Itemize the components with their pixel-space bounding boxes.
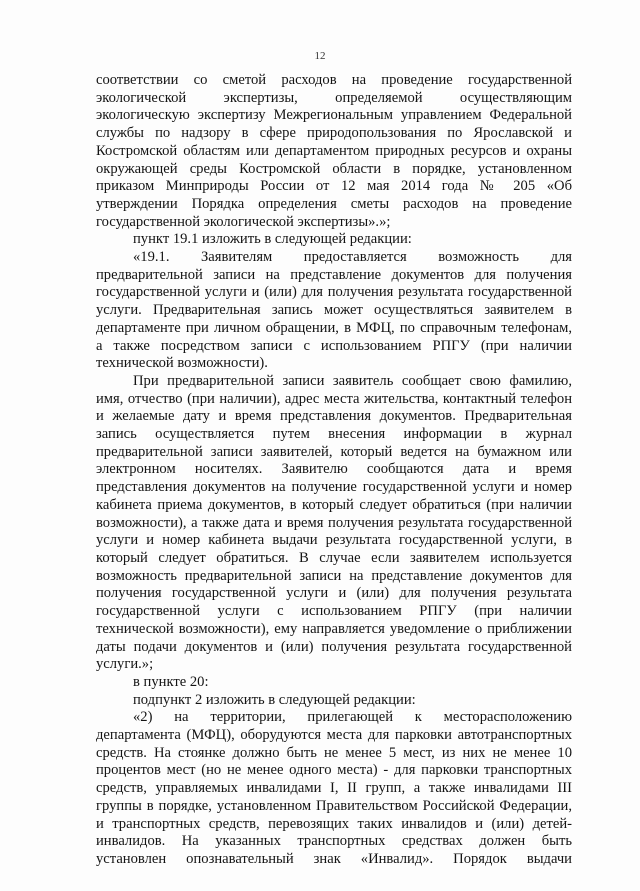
text-line: департамента (МФЦ), оборудуются места для парковки автотранспортных xyxy=(96,727,572,744)
text-line: услуги и номер кабинета выдачи результата государственной услуги, в xyxy=(96,532,572,549)
text-line: приказом Минприроды России от 12 мая 2014 года № 205 «Об xyxy=(96,178,572,195)
text-line: технической возможности). xyxy=(96,355,268,372)
text-line: и желаемые дату и время представления документов. Предварительная xyxy=(96,408,572,425)
document-body xyxy=(96,72,572,869)
page-number: 12 xyxy=(314,50,326,62)
text-line: средств, управляемых инвалидами I, II групп, а также инвалидами III xyxy=(96,780,572,797)
text-line: запись осуществляется путем внесения информации в журнал xyxy=(96,426,572,443)
text-line: имя, отчество (при наличии), адрес места жительства, контактный телефон xyxy=(96,390,572,407)
text-line: а также посредством записи с использованием РПГУ (при наличии xyxy=(96,337,572,354)
text-line: При предварительной записи заявитель сообщает свою фамилию, xyxy=(133,372,572,389)
text-line: «19.1. Заявителям предоставляется возможность для xyxy=(133,249,572,266)
text-line: инвалидов. На указанных транспортных средствах должен быть xyxy=(96,833,572,850)
text-line: окружающей среды Костромской области в порядке, установленном xyxy=(96,160,572,177)
text-line: пункт 19.1 изложить в следующей редакции: xyxy=(133,231,412,248)
text-line: услуги. Предварительная запись может осуществляться заявителем в xyxy=(96,302,572,319)
text-line: возможность предварительной записи на представление документов для xyxy=(96,567,572,584)
text-line: кабинета приема документов, в который следует обратиться (при наличии xyxy=(96,496,572,513)
text-line: службы по надзору в сфере природопользования по Ярославской и xyxy=(96,125,572,142)
text-line: государственной экологической экспертизы».»; xyxy=(96,213,391,230)
text-line: получения государственной услуги и (или) для получения результата xyxy=(96,585,572,602)
text-line: предварительной записи на представление документов для получения xyxy=(96,266,572,283)
text-line: департаменте при личном обращении, в МФЦ, по справочным телефонам, xyxy=(96,319,572,336)
text-line: технической возможности), ему направляется уведомление о приближении xyxy=(96,620,572,637)
text-line: процентов мест (но не менее одного места) - для парковки транспортных xyxy=(96,762,572,779)
text-line: группы в порядке, установленном Правительством Российской Федерации, xyxy=(96,797,572,814)
text-line: который следует обратиться. В случае если заявителем используется xyxy=(96,549,572,566)
text-line: государственной услуги и (или) для получения результата государственной xyxy=(96,284,572,301)
text-line: «2) на территории, прилегающей к месторасположению xyxy=(133,709,572,726)
text-line: и транспортных средств, перевозящих таких инвалидов и (или) детей- xyxy=(96,815,572,832)
text-line: государственной услуги с использованием РПГУ (при наличии xyxy=(96,603,572,620)
text-line: экологическую экспертизу Межрегиональным управлением Федеральной xyxy=(96,107,572,124)
text-line: Костромской областям или департаментом природных ресурсов и охраны xyxy=(96,142,572,159)
text-line: установлен опознавательный знак «Инвалид». Порядок выдачи xyxy=(96,850,572,867)
text-line: утверждении Порядка определения сметы расходов на проведение xyxy=(96,195,572,212)
text-line: представления документов на получение государственной услуги и номер xyxy=(96,479,572,496)
text-line: услуги.»; xyxy=(96,656,154,673)
text-line: средств. На стоянке должно быть не менее 5 мест, из них не менее 10 xyxy=(96,744,572,761)
text-line: возможности), а также дата и время получения результата государственной xyxy=(96,514,572,531)
text-line: в пункте 20: xyxy=(133,673,209,690)
text-line: экологической экспертизы, определяемой осуществляющим xyxy=(96,89,572,106)
text-line: электронном носителях. Заявителю сообщаются дата и время xyxy=(96,461,572,478)
text-line: подпункт 2 изложить в следующей редакции: xyxy=(133,691,416,708)
text-line: соответствии со сметой расходов на проведение государственной xyxy=(96,72,572,88)
text-line: даты подачи документов и (или) получения результата государственной xyxy=(96,638,572,655)
text-line: предварительной записи заявителей, который ведется на бумажном или xyxy=(96,443,572,460)
